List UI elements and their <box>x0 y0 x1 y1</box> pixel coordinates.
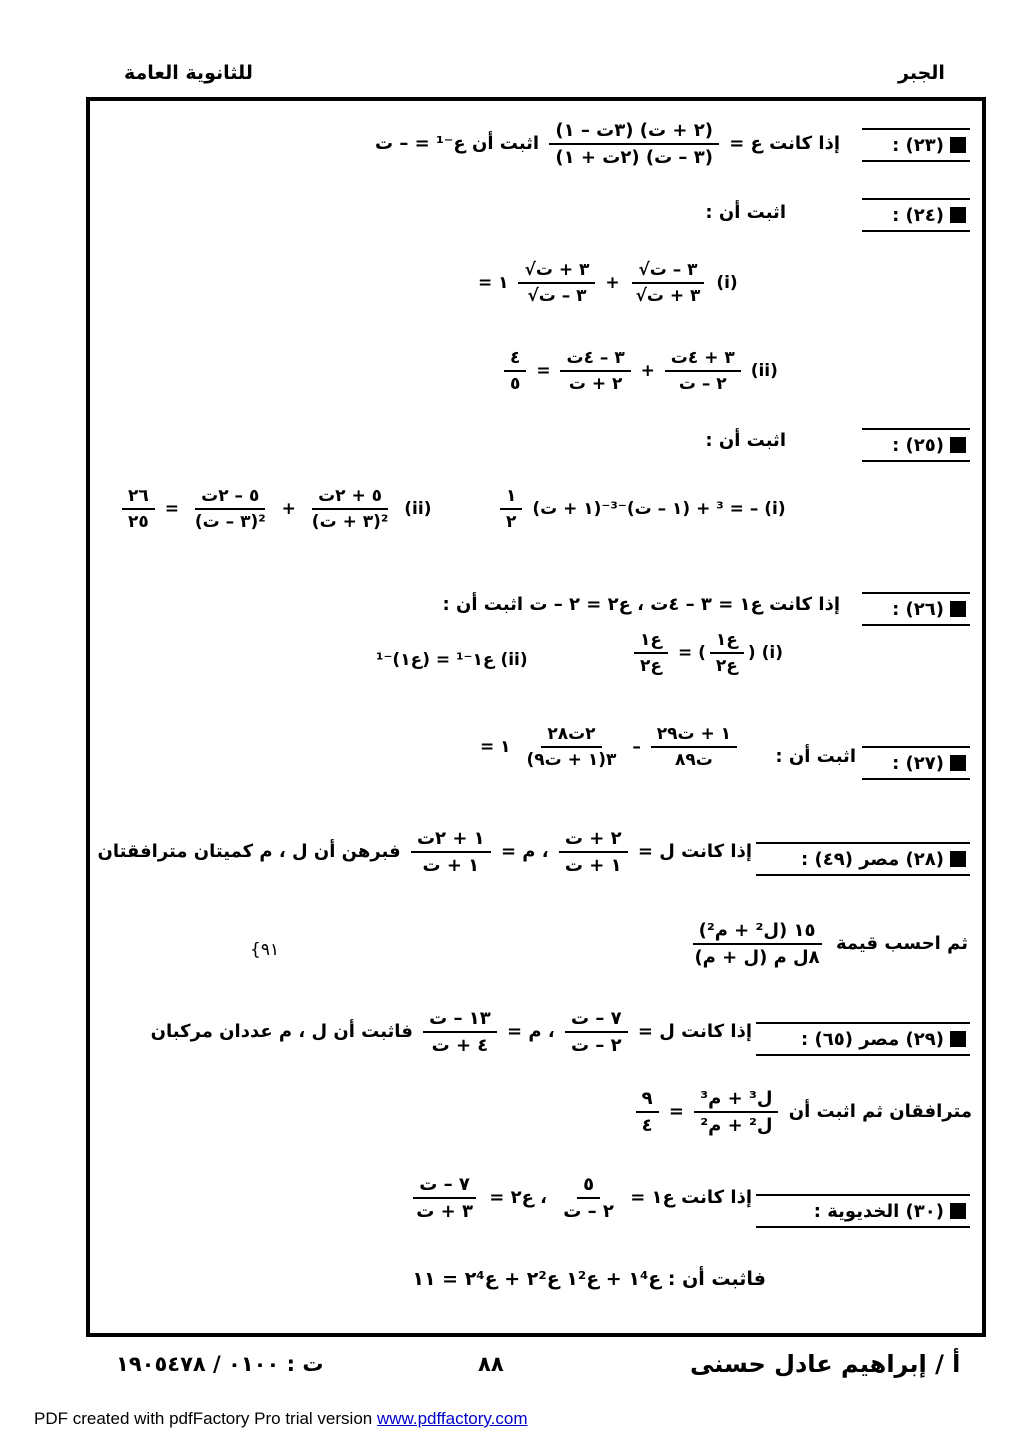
bullet-square-icon <box>950 755 966 771</box>
problem-24-part-ii: $\frac{٤}{٥}$ = $\frac{\text{٣ – ٤ت}}{\text{٢ + ت}}$ + $\frac{\text{٣ + ٤ت}}{\text{٢ – ت}}$ (ii) <box>500 346 778 396</box>
problem-24-statement: اثبت أن : <box>705 202 786 223</box>
problem-25-part-ii: $\frac{٢٦}{٢٥}$ = $\frac{\text{٥ – ٢ت}}{\text{(٣ – ت)²}}$ + $\frac{\text{٥ + ٢ت}}{\text{(٣ + ت)²}}$ (ii) <box>118 484 431 534</box>
problem-26-label: (٢٦) : <box>862 592 970 626</box>
problem-25-label: (٢٥) : <box>862 428 970 462</box>
footer-page-number: ٨٨ <box>478 1352 504 1376</box>
bullet-square-icon <box>950 437 966 453</box>
header-right: الجبر <box>898 62 945 84</box>
bullet-square-icon <box>950 1031 966 1047</box>
pdffactory-link[interactable]: www.pdffactory.com <box>376 1409 528 1428</box>
problem-27-label: (٢٧) : <box>862 746 970 780</box>
problem-24-part-i: = ١ $\frac{\text{√٣ + ت}}{\text{√٣ – ت}}$ + $\frac{\text{√٣ – ت}}{\text{√٣ + ت}}$ (i) <box>478 260 738 306</box>
problem-27-formula: = ١ $\frac{\text{٢ت٢٨}}{\text{(١ + ت٩)٣}}$ – $\frac{\text{١ + ت٢٩}}{\text{ت٨٩}}$ <box>480 722 741 772</box>
problem-28-note: {٩١ <box>250 940 280 960</box>
problem-29-statement: إذا كانت ل = $\frac{\text{٧ – ت}}{\text{٢ – ت}}$ ، م = $\frac{\text{١٣ – ت}}{\text{٤ + ت}}$ فاثبت أن ل ، م عددان مركبان <box>150 1008 752 1056</box>
problem-23-label: (٢٣) : <box>862 128 970 162</box>
problem-28-statement: إذا كانت ل = $\frac{\text{٢ + ت}}{\text{١ + ت}}$ ، م = $\frac{\text{١ + ٢ت}}{\text{١ + ت}}$ فبرهن أن ل ، م كميتان مترافقتان <box>97 828 752 876</box>
problem-28-label: (٢٨) مصر (٤٩) : <box>756 842 970 876</box>
footer-author: أ / إبراهيم عادل حسنى <box>690 1350 961 1378</box>
pdf-notice: PDF created with pdfFactory Pro trial version www.pdffactory.com <box>34 1409 528 1428</box>
problem-25-part-i: $\frac{١}{٢}$ (١ + ت)⁻³ + (١ – ت)⁻³ = – (i) <box>496 484 786 534</box>
header-left: للثانوية العامة <box>124 62 253 84</box>
problem-29-label: (٢٩) مصر (٦٥) : <box>756 1022 970 1056</box>
problem-23-statement: إذا كانت ع = $\frac{\text{(٢ + ت) (٣ت – ١)}}{\text{(٣ – ت) (٢ت + ١)}}$ اثبت أن ع⁻¹ = – ت <box>375 120 840 168</box>
bullet-square-icon <box>950 207 966 223</box>
footer-phone: ت : ٠١٠٠ / ١٩٠٥٤٧٨ <box>116 1352 324 1376</box>
problem-28-line2: ثم احسب قيمة $\frac{\text{١٥ (ل² + م²)}}{\text{٨ل م (ل + م)}}$ <box>694 920 968 968</box>
fraction: $\frac{\text{(٢ + ت) (٣ت – ١)}}{\text{(٣ – ت) (٢ت + ١)}}$ <box>549 118 719 170</box>
bullet-square-icon <box>950 137 966 153</box>
problem-26-part-i: $\frac{\text{ع١}}{\text{ع٢}}$ = ( $\frac{\text{ع١}}{\text{ع٢}}$ ) (i) <box>630 628 783 678</box>
problem-26-part-ii: ع١⁻¹ = (ع١)⁻¹ (ii) <box>376 650 528 670</box>
problem-26-statement: إذا كانت ع١ = ٣ – ٤ت ، ع٢ = ٢ – ت اثبت أن : <box>442 594 840 615</box>
bullet-square-icon <box>950 601 966 617</box>
problem-29-line2: مترافقان ثم اثبت أن $\frac{\text{ل³ + م³}}{\text{ل² + م²}}$ = $\frac{٩}{٤}$ <box>632 1086 972 1138</box>
bullet-square-icon <box>950 1203 966 1219</box>
problem-30-label: (٣٠) الخديوية : <box>756 1194 970 1228</box>
problem-24-label: (٢٤) : <box>862 198 970 232</box>
problem-27-statement: اثبت أن : <box>775 746 856 767</box>
problem-30-line2: فاثبت أن : ع١⁴ + ع١² ع٢² + ع٢⁴ = ١١ <box>412 1268 766 1290</box>
problem-25-statement: اثبت أن : <box>705 430 786 451</box>
bullet-square-icon <box>950 851 966 867</box>
problem-30-statement: إذا كانت ع١ = $\frac{٥}{\text{٢ – ت}}$ ، ع٢ = $\frac{\text{٧ – ت}}{\text{٣ + ت}}$ <box>406 1172 752 1224</box>
